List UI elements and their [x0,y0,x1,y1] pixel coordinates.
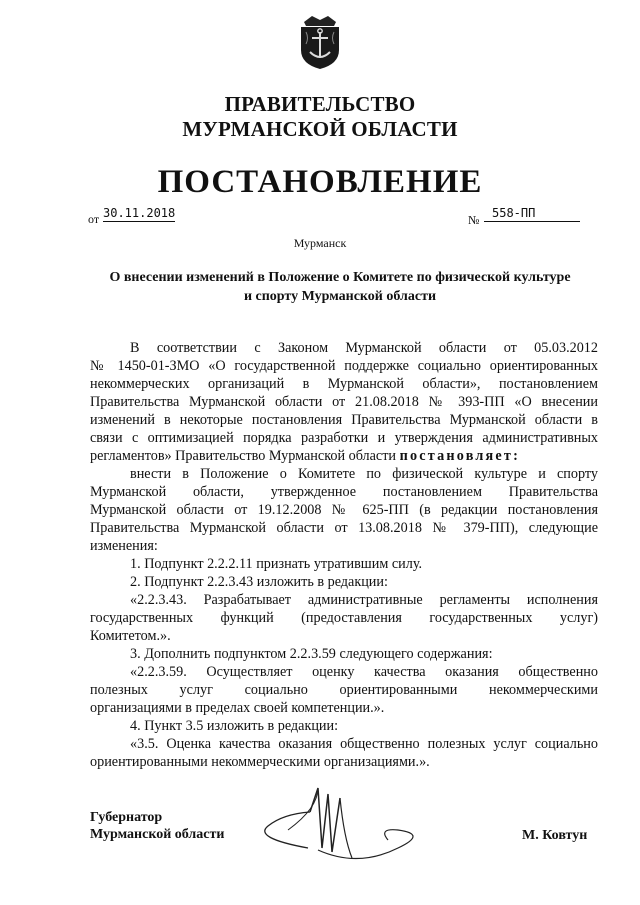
body-line: ориентированными некоммерческими организациями.». [90,754,430,770]
body-line: внести в Положение о Комитете по физической культуре и спорту [130,466,598,482]
body-line: изменения: [90,538,158,554]
body-line: Правительства Мурманской области от 21.08.2018 № 393-ПП «О внесении [90,394,598,410]
body-line: изменений в некоторые постановления Правительства Мурманской области в [90,412,598,428]
date-label: от [88,212,100,226]
body-line: «2.2.3.59. Осуществляет оценку качества оказания общественно [130,664,598,680]
signer-name: М. Ковтун [522,828,588,843]
date-value: 30.11.2018 [103,206,176,220]
document-type-heading: ПОСТАНОВЛЕНИЕ [157,164,483,200]
body-line: государственных функций (предоставления государственных услуг) [90,610,598,626]
number-label: № [468,213,480,227]
city-name: Мурманск [293,236,347,250]
body-line: 2. Подпункт 2.2.3.43 изложить в редакции: [130,574,388,590]
body-line: Мурманской области, утвержденное постановлением Правительства [90,484,598,500]
body-line: организациями в пределах своей компетенции.». [90,700,385,716]
body-line: В соответствии с Законом Мурманской области от 05.03.2012 [130,340,598,356]
body-line: Комитетом.». [90,628,171,644]
body-line: полезных услуг социально ориентированными некоммерческими [90,682,598,698]
government-name-line2: МУРМАНСКОЙ ОБЛАСТИ [182,117,458,141]
body-line: некоммерческих организаций в Мурманской области», постановлением [90,376,598,392]
document-title-line1: О внесении изменений в Положение о Комитете по физической культуре [109,270,571,285]
handwritten-signature [248,778,438,878]
coat-of-arms-emblem [298,14,342,70]
body-line: Мурманской области от 19.12.2008 № 625-ПП (в редакции постановления [90,502,598,518]
resolves-keyword: постановляет: [399,448,520,464]
body-line: 3. Дополнить подпунктом 2.2.3.59 следующего содержания: [130,646,493,662]
number-value: 558-ПП [484,206,580,222]
body-line: «2.2.3.43. Разрабатывает административные регламенты исполнения [130,592,598,608]
document-title-line2: и спорту Мурманской области [243,289,437,304]
body-line-resolve [90,447,598,465]
body-line: регламентов» Правительство Мурманской области [90,448,397,464]
body-line: «3.5. Оценка качества оказания общественно полезных услуг социально [130,736,598,752]
signer-position-line1: Губернатор [90,810,163,825]
body-line: связи с оптимизацией порядка разработки и утверждения административных [90,430,598,446]
body-line: 4. Пункт 3.5 изложить в редакции: [130,718,339,734]
body-line: 1. Подпункт 2.2.2.11 признать утратившим силу. [130,556,423,572]
signer-position-line2: Мурманской области [90,827,225,842]
body-line: № 1450-01-ЗМО «О государственной поддержке социально ориентированных [90,358,598,374]
government-name-line1: ПРАВИТЕЛЬСТВО [224,92,416,116]
body-line: Правительства Мурманской области от 13.08.2018 № 379-ПП), следующие [90,520,598,536]
